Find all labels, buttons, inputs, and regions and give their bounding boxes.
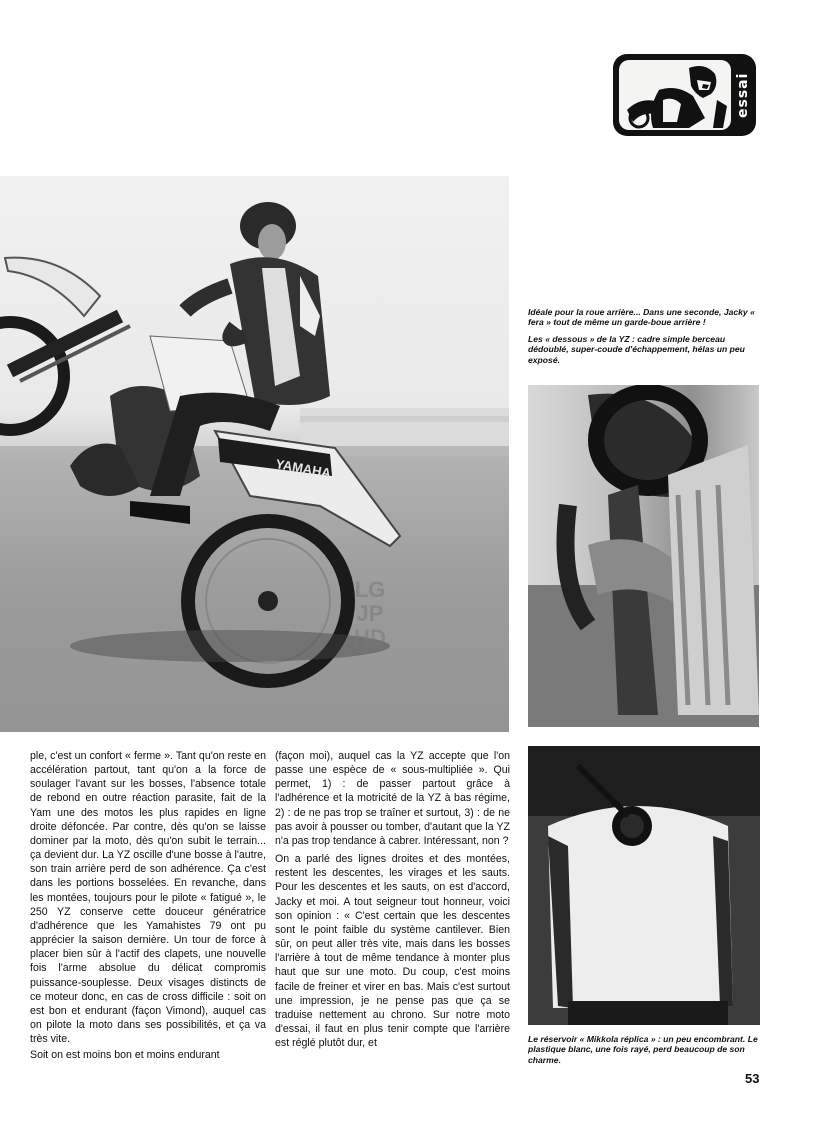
watermark-line1: LG [354, 577, 386, 602]
caption-top-paragraph-2: Les « dessous » de la YZ : cadre simple berceau dédoublé, super-coude d'échappement, hélas un peu exposé. [528, 333, 745, 365]
watermark-line2: JP [356, 601, 384, 626]
caption-bottom: Le réservoir « Mikkola réplica » : un peu encombrant. Le plastique blanc, une fois rayé, perd beaucoup de son charme. [528, 1034, 758, 1065]
main-photo-wheelie [0, 176, 509, 732]
caption-top-paragraph-1: Idéale pour la roue arrière... Dans une seconde, Jacky « fera » tout de même un garde-boue arrière ! [528, 307, 755, 328]
badge-label: essai [735, 72, 751, 118]
photo-underside [528, 385, 759, 727]
article-paragraph: Soit on est moins bon et moins endurant [30, 1049, 220, 1062]
article-column-1 [30, 749, 266, 1062]
tank-text: YAMAHA [274, 456, 333, 481]
watermark-line3: HD [354, 625, 386, 650]
article-paragraph: On a parlé des lignes droites et des montées, restent les descentes, les virages et les sauts. Pour les descentes et les sauts, on est d'accord, Jacky et moi. A tout seigneur tout honneur, voici son opinion : « C'est certain que les descentes sont le point faible du système cantilever. Bien sûr, on peut aller très vite, mais dans les bosses l'arrière à tout de même tendance à monter plus haut que sur une moto. Du coup, c'est moins facile de freiner et virer en bas. Mais c'est surtout une impression, je ne pense pas que ça se traduise nettement au chrono. Sur notre moto d'essai, il faut en plus tenir compte que l'arrière est réglé plutôt dur, et [275, 853, 510, 1050]
essai-logo-badge [613, 54, 756, 136]
article-column-2 [275, 749, 510, 1050]
article-paragraph: ple, c'est un confort « ferme ». Tant qu'on reste en accélération partout, tant qu'on a la force de soulager l'avant sur les bosses, l'absence totale de rebond en outre réaction parasite, fait de la Yam une des motos les plus rapides en ligne droite défoncée. Par contre, dès qu'on se laisse dominer par la moto, dès qu'on subit le terrain... ça devient dur. La YZ oscille d'une bosse à l'autre, son train arrière perd de son adhérence. Ça c'est dans les portions bosselées. En revanche, dans les montées, toujours pour le pilote « fatigué », le 250 YZ conserve cette douceur génératrice d'adhérence que les Yamahistes 79 ont pu apprécier la saison dernière. Un tour de force à placer bien sûr à l'actif des clapets, une nouvelle fois l'arme absolue du délicat compromis puissance-souplesse. Deux visages distincts de ce moteur donc, en cas de cross difficile : soit on est bon et endurant (façon Vimond), auquel cas on pilote la moto dans ses possibilités, et ça va très vite. [30, 750, 266, 1046]
photo-fuel-tank [528, 746, 760, 1025]
page-number: 53 [745, 1071, 760, 1086]
watermark [330, 578, 410, 658]
article-paragraph: (façon moi), auquel cas la YZ accepte que l'on passe une espèce de « sous-multipliée ». Qui permet, 1) : de passer partout grâce à l'adhérence et la motricité de la YZ à bas régime, 2) : de ne pas trop se traîner et surtout, 3) : de ne pas avoir à pousser ou tomber, d'autant que la YZ n'a pas trop tendance à cabrer. Intéressant, non ? [275, 750, 510, 847]
caption-top [528, 307, 758, 371]
rider-illustration [619, 60, 731, 130]
